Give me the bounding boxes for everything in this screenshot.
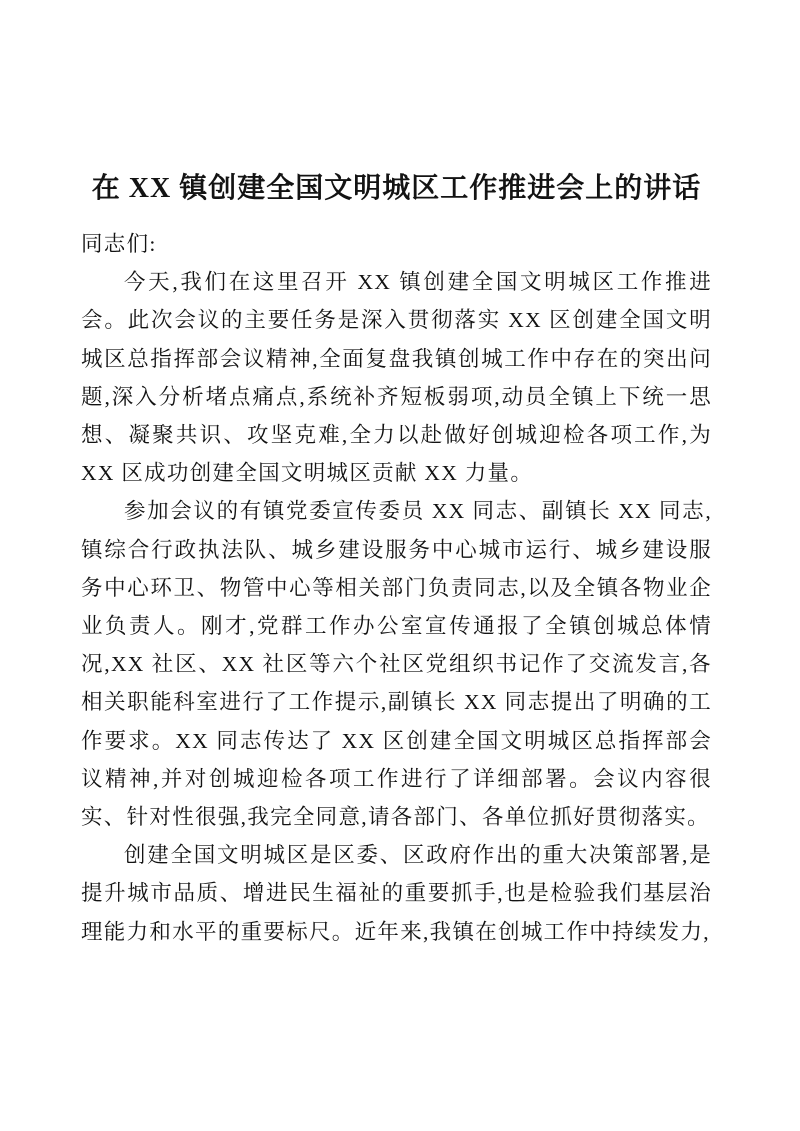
paragraph: 今天,我们在这里召开 XX 镇创建全国文明城区工作推进会。此次会议的主要任务是深入贯彻落实 XX 区创建全国文明城区总指挥部会议精神,全面复盘我镇创城工作中存在的突出问题,深入分析堵点痛点,系统补齐短板弱项,动员全镇上下统一思想、凝聚共识、攻坚克难,全力以赴做好创城迎检各项工作,为 XX 区成功创建全国文明城区贡献 XX 力量。	[81, 270, 712, 486]
salutation: 同志们:	[81, 232, 157, 256]
document-body	[81, 263, 712, 951]
document-title: 在 XX 镇创建全国文明城区工作推进会上的讲话	[91, 173, 702, 204]
paragraph: 参加会议的有镇党委宣传委员 XX 同志、副镇长 XX 同志,镇综合行政执法队、城乡建设服务中心城市运行、城乡建设服务中心环卫、物管中心等相关部门负责同志,以及全镇各物业企业负责人。刚才,党群工作办公室宣传通报了全镇创城总体情况,XX 社区、XX 社区等六个社区党组织书记作了交流发言,各相关职能科室进行了工作提示,副镇长 XX 同志提出了明确的工作要求。XX 同志传达了 XX 区创建全国文明城区总指挥部会议精神,并对创城迎检各项工作进行了详细部署。会议内容很实、针对性很强,我完全同意,请各部门、各单位抓好贯彻落实。	[81, 499, 712, 830]
paragraph: 创建全国文明城区是区委、区政府作出的重大决策部署,是提升城市品质、增进民生福祉的重要抓手,也是检验我们基层治理能力和水平的重要标尺。近年来,我镇在创城工作中持续发力,	[81, 843, 712, 944]
